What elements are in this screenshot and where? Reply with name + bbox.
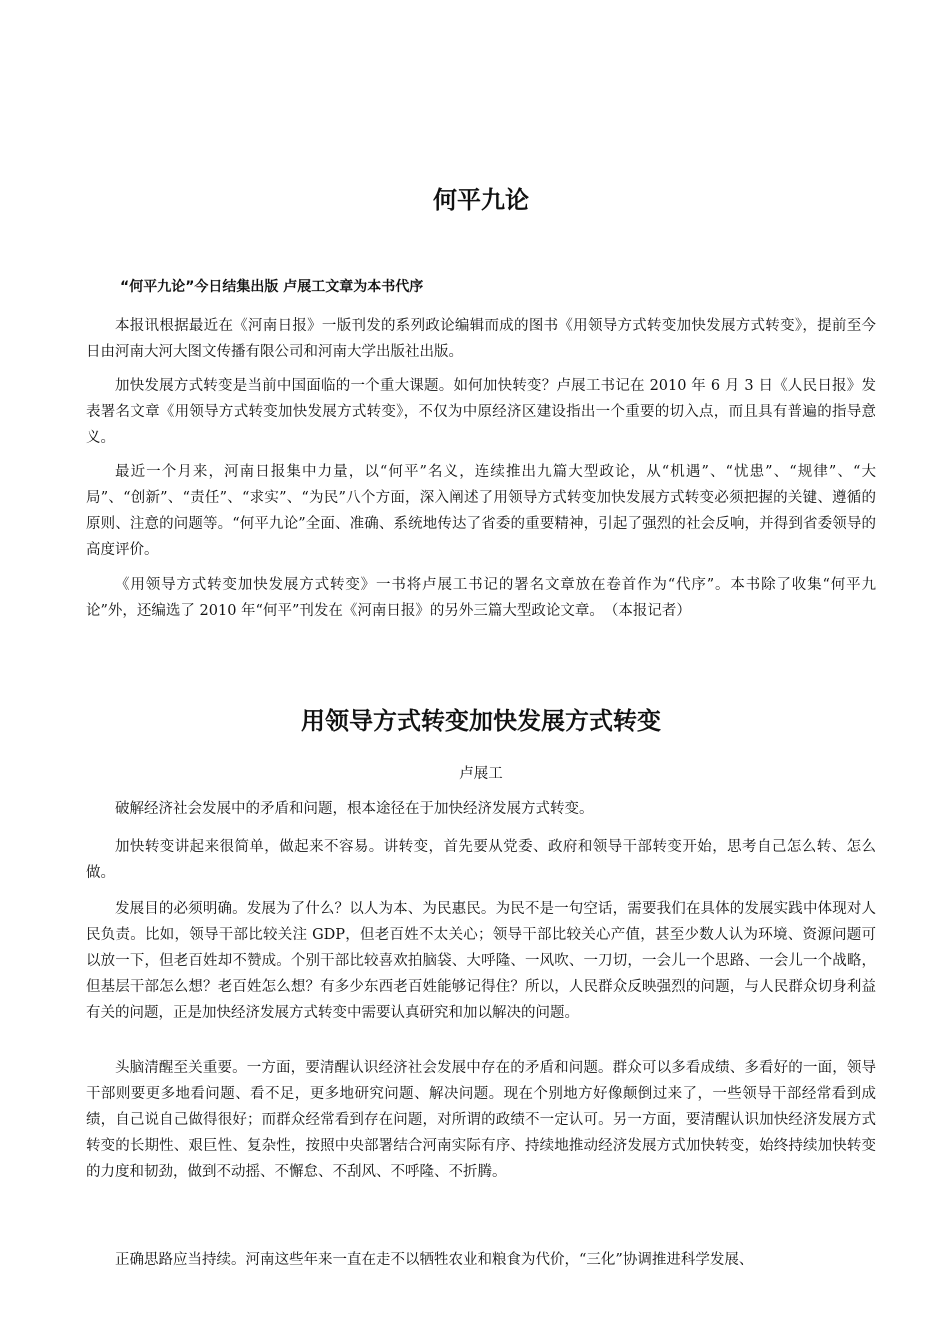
section1-paragraph-3: 最近一个月来，河南日报集中力量，以“何平”名义，连续推出九篇大型政论，从“机遇”、“忧患”、“规律”、“大局”、“创新”、“责任”、“求实”、“为民”八个方面，深入阐述了用领导方式转变加快发展方式转变必须把握的关键、遵循的原则、注意的问题等。“何平九论”全面、准确、系统地传达了省委的重要精神，引起了强烈的社会反响，并得到省委领导的高度评价。 xyxy=(86,464,876,558)
section2-paragraph-3: 发展目的必须明确。发展为了什么？以人为本、为民惠民。为民不是一句空话，需要我们在具体的发展实践中体现对人民负责。比如，领导干部比较关注 GDP，但老百姓不太关心；领导干部比较关心产值，甚至少数人认为环境、资源问题可以放一下，但老百姓却不赞成。个别干部比较喜欢拍脑袋、大呼隆、一风吹、一刀切，一会儿一个思路、一会儿一个战略，但基层干部怎么想？老百姓怎么想？有多少东西老百姓能够记得住？所以，人民群众反映强烈的问题，与人民群众切身利益有关的问题，正是加快经济发展方式转变中需要认真研究和加以解决的问题。 xyxy=(86,901,876,1021)
section2-title: 用领导方式转变加快发展方式转变 xyxy=(301,707,661,735)
section1-subtitle: “何平九论”今日结集出版 卢展工文章为本书代序 xyxy=(120,279,424,295)
section1-title: 何平九论 xyxy=(433,186,529,214)
section1-paragraph-2: 加快发展方式转变是当前中国面临的一个重大课题。如何加快转变？卢展工书记在 2010 年 6 月 3 日《人民日报》发表署名文章《用领导方式转变加快发展方式转变》，不仅为中原经济区建设指出一个重要的切入点，而且具有普遍的指导意义。 xyxy=(86,378,876,446)
section2-author: 卢展工 xyxy=(459,766,503,782)
section1-paragraph-4: 《用领导方式转变加快发展方式转变》一书将卢展工书记的署名文章放在卷首作为“代序”。本书除了收集“何平九论”外，还编选了 2010 年“何平”刊发在《河南日报》的另外三篇大型政论文章。 （本报记者） xyxy=(86,577,876,619)
section2-paragraph-4: 头脑清醒至关重要。一方面，要清醒认识经济社会发展中存在的矛盾和问题。群众可以多看成绩、多看好的一面，领导干部则要更多地看问题、看不足，更多地研究问题、解决问题。现在个别地方好像颠倒过来了，一些领导干部经常看到成绩，自己说自己做得很好；而群众经常看到存在问题，对所谓的政绩不一定认可。另一方面，要清醒认识加快经济发展方式转变的长期性、艰巨性、复杂性，按照中央部署结合河南实际有序、持续地推动经济发展方式加快转变，始终持续加快转变的力度和韧劲，做到不动摇、不懈怠、不刮风、不呼隆、不折腾。 xyxy=(86,1060,876,1180)
section2-paragraph-1: 破解经济社会发展中的矛盾和问题，根本途径在于加快经济发展方式转变。 xyxy=(115,801,594,817)
section2-paragraph-5: 正确思路应当持续。河南这些年来一直在走不以牺牲农业和粮食为代价，“三化”协调推进科学发展、 xyxy=(115,1252,754,1268)
section2-paragraph-2: 加快转变讲起来很简单，做起来不容易。讲转变，首先要从党委、政府和领导干部转变开始，思考自己怎么转、怎么做。 xyxy=(86,839,876,881)
section1-paragraph-1: 本报讯根据最近在《河南日报》一版刊发的系列政论编辑而成的图书《用领导方式转变加快发展方式转变》，提前至今日由河南大河大图文传播有限公司和河南大学出版社出版。 xyxy=(86,318,876,360)
